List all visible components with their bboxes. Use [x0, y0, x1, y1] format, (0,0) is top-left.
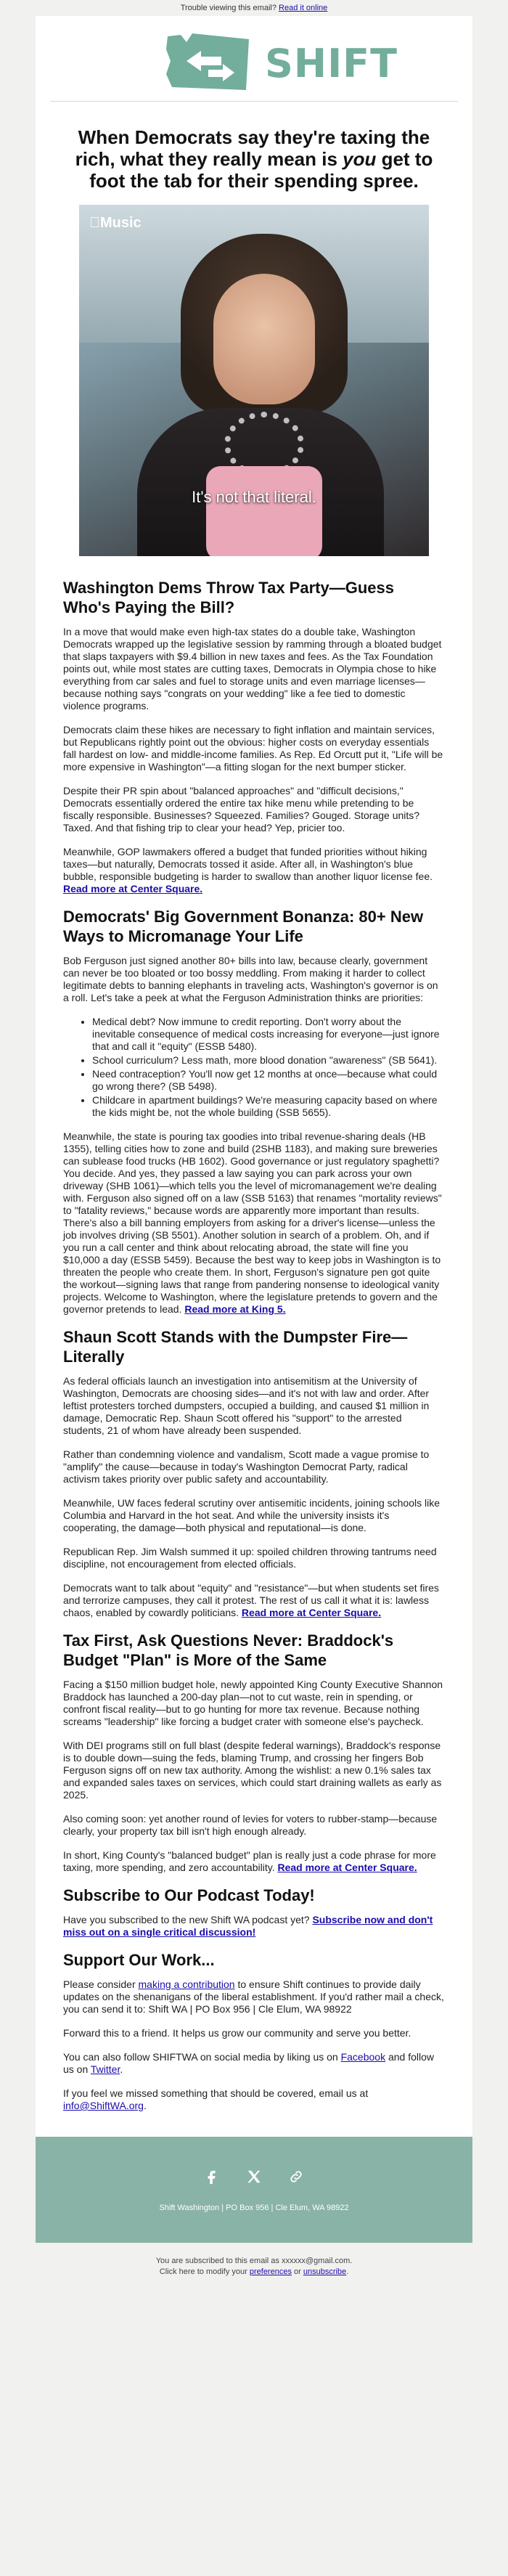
article-4: Tax First, Ask Questions Never: Braddock's Budget "Plan" is More of the Same Facing a $150 million budget hole, newly appointed King County Executive Shannon Braddock has launched a 200-day plan—not to cut waste, rein in spending, or confront fiscal reality—but to go hunting for more tax revenue. Because nothing screams "leadership" like forcing a budget crater with someone else's paycheck. With DEI programs still on full blast (despite federal warnings), Braddock's response is to double down—suing the feds, blaming Trump, and crossing her fingers Bob Ferguson signs off on new tax authority. Among the wishlist: a new 0.1% sales tax and expanded sales taxes on services, which could start draining wallets as early as 2025. Also coming soon: yet another round of levies for voters to rubber-stamp—because clearly, your property tax bill isn't high enough already. In short, King County's "balanced budget" plan is really just a code phrase for more taxing, more spending, and zero accountability. Read more at Center Square.	[63, 1631, 445, 1874]
list-item: • Medical debt? Now immune to credit reporting. Don't worry about the inevitable consequence of medical costs increasing for everyone—just ignore that and call it "equity" (ESSB 5480).	[92, 1016, 445, 1053]
subscribe-podcast-link[interactable]: Subscribe now and don't miss out on a single critical discussion!	[63, 1914, 433, 1938]
read-more-link[interactable]: Read more at Center Square.	[277, 1862, 417, 1873]
unsubscribe-link[interactable]: unsubscribe	[303, 2267, 347, 2276]
link-icon[interactable]	[288, 2169, 304, 2185]
podcast-section: Subscribe to Our Podcast Today! Have you subscribed to the new Shift WA podcast yet? Subscribe now and don't miss out on a single critical discussion!	[63, 1886, 445, 1939]
facebook-link[interactable]: Facebook	[340, 2051, 386, 2063]
read-more-link[interactable]: Read more at Center Square.	[63, 883, 203, 894]
subscription-info: You are subscribed to this email as xxxxxx@gmail.com. Click here to modify your preferences or unsubscribe.	[155, 2257, 353, 2276]
article-title: Shaun Scott Stands with the Dumpster Fire—Literally	[63, 1328, 408, 1366]
footer-address: Shift Washington | PO Box 956 | Cle Elum, WA 98922	[159, 2204, 349, 2212]
logo-header	[50, 16, 458, 102]
read-more-link[interactable]: Read more at Center Square.	[241, 1607, 382, 1618]
social-icons	[36, 2169, 472, 2185]
priorities-list	[92, 1016, 445, 1119]
list-item: • School curriculum? Less math, more blood donation "awareness" (SB 5641).	[92, 1054, 445, 1067]
articles	[36, 556, 472, 2129]
podcast-title: Subscribe to Our Podcast Today!	[63, 1886, 315, 1904]
read-online-link[interactable]: Read it online	[279, 4, 328, 12]
article-2: Democrats' Big Government Bonanza: 80+ New Ways to Micromanage Your Life Bob Ferguson just signed another 80+ bills into law, because clearly, government can never be too bloated or too bossy meddling. From making it harder to collect legitimate debts to banning elephants in traveling acts, Washington's governor is on a roll. Let's take a peek at what the Ferguson Administration thinks are priorities: • Medical debt? Now immune to credit reporting. Don't worry about the inevitable consequence of medical costs increasing for everyone—just ignore that and call it "equity" (ESSB 5480). • School curriculum? Less math, more blood donation "awareness" (SB 5641). • Need contraception? You'll now get 12 months at once—because what could go wrong there? (SB 5498). • Childcare in apartment buildings? We're measuring capacity based on where the kids might be, not the whole building (SSB 5655). Meanwhile, the state is pouring tax goodies into tribal revenue-sharing deals (HB 1355), telling cities how to zone and build (2SHB 1183), and making sure breweries can sublease food trucks (HB 1602). Good governance or just regulatory spaghetti? You decide. And yes, they passed a law saying you can park across your own driveway (SHB 1061)—which tells you the level of micromanagement we're dealing with. Ferguson also signed off on a law (SSB 5163) that renames "mortality reviews" to "fatality reviews," because words are apparently more important than results. There's also a bill banning employers from asking for a driver's license—unless the job involves driving (SB 5501). Another solution in search of a problem. Oh, and if you run a call center and think about relocating abroad, the state will fine you $10,000 a day (ESSB 5459). Because the best way to keep jobs in Washington is to threaten the people who create them. In short, Ferguson's signature pen got quite the workout—signing laws that range from pandering nonsense to ideological vanity projects. Welcome to Washington, where the legislature pretends to govern and the governor pretends to lead. Read more at King 5.	[63, 907, 445, 1316]
list-item: • Need contraception? You'll now get 12 months at once—because what could go wrong there? (SB 5498).	[92, 1068, 445, 1093]
facebook-icon[interactable]	[204, 2169, 220, 2185]
hero-caption: It's not that literal.	[192, 488, 316, 506]
article-title: Democrats' Big Government Bonanza: 80+ New Ways to Micromanage Your Life	[63, 908, 424, 945]
email-link[interactable]: info@ShiftWA.org	[63, 2100, 144, 2111]
twitter-link[interactable]: Twitter	[90, 2063, 120, 2075]
top-bar	[0, 0, 508, 16]
main-headline: When Democrats say they're taxing the rich, what they really mean is you get to foot the tab for their spending spree.	[75, 126, 433, 192]
support-section: Support Our Work... Please consider making a contribution to ensure Shift continues to provide daily updates on the shenanigans of the liberal establishment. If you'd rather mail a check, you can send it to: Shift WA | PO Box 956 | Cle Elum, WA 98922 Forward this to a friend. It helps us grow our community and serve you better. You can also follow SHIFTWA on social media by liking us on Facebook and follow us on Twitter. If you feel we missed something that should be covered, email us at info@ShiftWA.org.	[63, 1951, 444, 2111]
read-more-link[interactable]: Read more at King 5.	[184, 1303, 286, 1315]
contribution-link[interactable]: making a contribution	[138, 1978, 235, 1990]
hero-image[interactable]	[79, 205, 429, 556]
footer	[36, 2137, 472, 2243]
list-item: • Childcare in apartment buildings? We're measuring capacity based on where the kids might be, not the whole building (SSB 5655).	[92, 1094, 445, 1119]
article-title: Washington Dems Throw Tax Party—Guess Who's Paying the Bill?	[63, 579, 394, 616]
music-app-label: Music	[89, 215, 131, 231]
apple-icon	[89, 215, 100, 231]
email-body	[36, 16, 472, 2243]
article-1: Washington Dems Throw Tax Party—Guess Who's Paying the Bill? In a move that would make even high-tax states do a double take, Washington Democrats wrapped up the legislative session by ramming through a bloated budget that slaps taxpayers with $9.4 billion in new taxes and fees. As the Tax Foundation points out, while most states are cutting taxes, Democrats in Olympia chose to hike everything from car sales and fuel to storage units and even marriage licenses—because nothing says "congrats on your wedding" like a fee tied to domestic violence programs. Democrats claim these hikes are necessary to fight inflation and maintain services, but Republicans rightly point out the obvious: higher costs on everyday essentials fall hardest on low- and middle-income families. As Rep. Ed Orcutt put it, "Life will be more expensive in Washington"—a fitting slogan for the next bumper sticker. Despite their PR spin about "balanced approaches" and "difficult decisions," Democrats essentially ordered the entire tax hike menu while pretending to be fiscally responsible. Businesses? Squeezed. Families? Gouged. Storage units? Taxed. And that fishing trip to clear your head? Yep, pricier too. Meanwhile, GOP lawmakers offered a budget that funded priorities without hiking taxes—but naturally, Democrats tossed it aside. After all, in Washington's blue bubble, responsible budgeting is harder to swallow than another liquor license fee. Read more at Center Square.	[63, 578, 445, 895]
trouble-text: Trouble viewing this email?	[180, 4, 276, 12]
x-icon[interactable]	[246, 2169, 262, 2185]
washington-state-icon	[165, 32, 252, 91]
support-title: Support Our Work...	[63, 1951, 215, 1969]
article-title: Tax First, Ask Questions Never: Braddock's Budget "Plan" is More of the Same	[63, 1631, 394, 1669]
brand-wordmark: SHIFT	[265, 41, 398, 86]
article-3: Shaun Scott Stands with the Dumpster Fire—Literally As federal officials launch an investigation into antisemitism at the University of Washington, Democrats are choosing sides—and it's not with law and order. After leftist protesters torched dumpsters, occupied a building, and caused $1 million in damage, Democratic Rep. Shaun Scott offered his "support" to the arrested students, 21 of whom have already been suspended. Rather than condemning violence and vandalism, Scott made a vague promise to "amplify" the cause—because in today's Washington Democrat Party, radical activism takes priority over public safety and accountability. Meanwhile, UW faces federal scrutiny over antisemitic incidents, joining schools like Columbia and Harvard in the hot seat. And while the university insists it's cooperating, the damage—both physical and reputational—is done. Republican Rep. Jim Walsh summed it up: spoiled children throwing tantrums need discipline, not encouragement from elected officials. Democrats want to talk about "equity" and "resistance"—but when students set fires and terrorize campuses, they call it protest. The rest of us call it what it is: lawless chaos, enabled by cowardly politicians. Read more at Center Square.	[63, 1327, 445, 1619]
preferences-link[interactable]: preferences	[249, 2267, 292, 2276]
